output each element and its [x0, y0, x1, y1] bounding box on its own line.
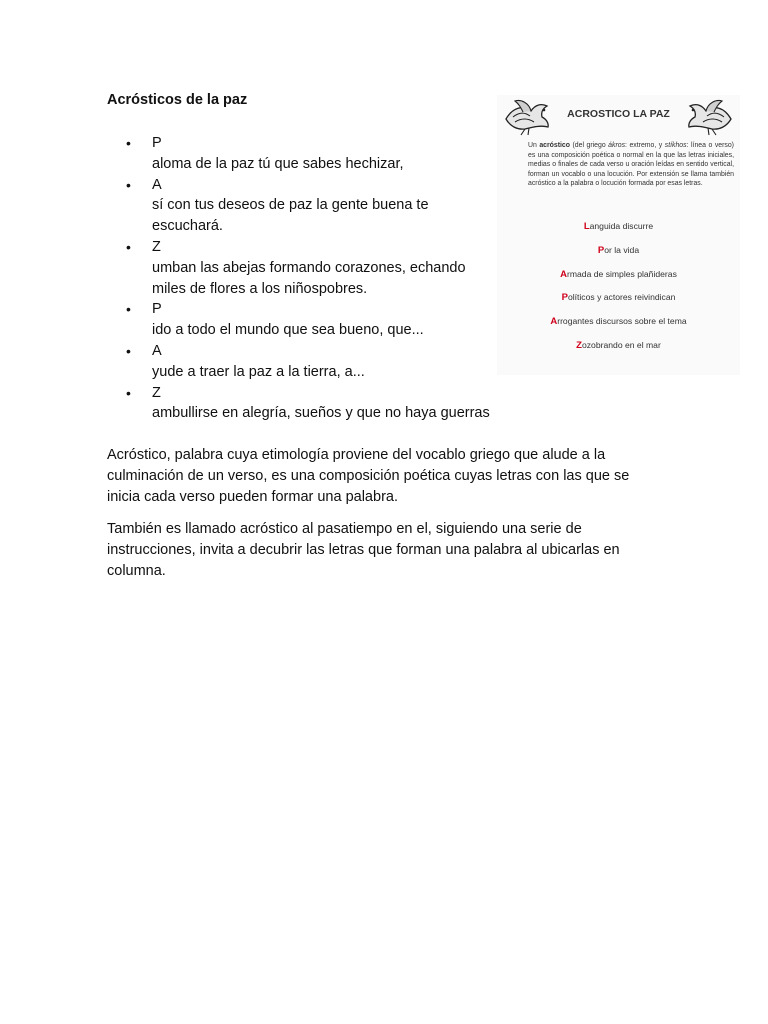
acrostic-image [497, 95, 740, 375]
list-item [497, 269, 740, 293]
line-text: olíticos y actores reivindican [567, 292, 676, 303]
list-item [126, 299, 522, 341]
line-text: rmada de simples plañideras [567, 268, 677, 279]
bullet-icon: • [126, 238, 131, 255]
capital-letter: A [550, 316, 558, 328]
acrostic-verse: ambullirse en alegría, sueños y que no haya guerras [152, 405, 490, 422]
acrostic-verse: ido a todo el mundo que sea bueno, que... [152, 322, 424, 339]
paragraph-pastime: También es llamado acróstico al pasatiempo en el, siguiendo una serie de instrucciones, invita a decubrir las letras que forman una palabra al ubicarlas en columna. [107, 521, 620, 579]
figure-title: ACROSTICO LA PAZ [567, 108, 670, 120]
acrostic-letter: P [152, 301, 162, 318]
acrostic-verse: sí con tus deseos de paz la gente buena te escuchará. [152, 197, 429, 235]
list-item [126, 341, 522, 383]
capital-letter: A [560, 268, 567, 280]
list-item [497, 316, 740, 340]
bullet-icon: • [126, 384, 131, 401]
capital-letter: P [561, 292, 568, 304]
list-item [126, 383, 522, 425]
bullet-icon: • [126, 135, 131, 151]
acrostic-verse: yude a traer la paz a la tierra, a... [152, 363, 365, 380]
acrostic-letter: Z [152, 384, 161, 401]
list-item [126, 133, 522, 175]
acrostic-list [126, 133, 522, 424]
list-item [126, 175, 522, 237]
line-text: anguida discurre [589, 221, 654, 231]
bullet-icon: • [126, 342, 131, 359]
line-text: or la vida [604, 244, 640, 255]
list-item [497, 340, 740, 364]
line-text: rrogantes discursos sobre el tema [557, 316, 687, 327]
list-item [126, 237, 522, 299]
page-title: Acrósticos de la paz [107, 92, 248, 108]
capital-letter: P [597, 244, 605, 256]
list-item [497, 221, 740, 245]
bullet-icon: • [126, 176, 131, 193]
capital-letter: L [583, 221, 590, 232]
acrostic-letter: Z [152, 238, 161, 255]
acrostic-letter: A [152, 176, 162, 193]
figure-acrostic [497, 221, 740, 364]
figure-description: Un acróstico (del griego ákros: extremo, y stíkhos: línea o verso) es una composición poética o normal en la que las letras iniciales, medias o finales de cada verso u oración leídas en sentido vertical, forman un vocablo o una locución. Por extensión se llama también acróstico a la palabra o locución formada por esas letras. [528, 142, 734, 187]
capital-letter: Z [576, 339, 582, 351]
list-item [497, 245, 740, 269]
bullet-icon: • [126, 301, 131, 318]
acrostic-verse: aloma de la paz tú que sabes hechizar, [152, 155, 404, 172]
line-text: ozobrando en el mar [581, 339, 661, 350]
acrostic-letter: P [152, 135, 162, 151]
acrostic-verse: umban las abejas formando corazones, echando miles de flores a los niñospobres. [152, 259, 466, 297]
paragraph-definition: Acróstico, palabra cuya etimología proviene del vocablo griego que alude a la culminación de un verso, es una composición poética cuyas letras con las que se inicia cada verso pueden formar una palabra. [107, 447, 630, 505]
acrostic-letter: A [152, 342, 162, 359]
list-item [497, 292, 740, 316]
